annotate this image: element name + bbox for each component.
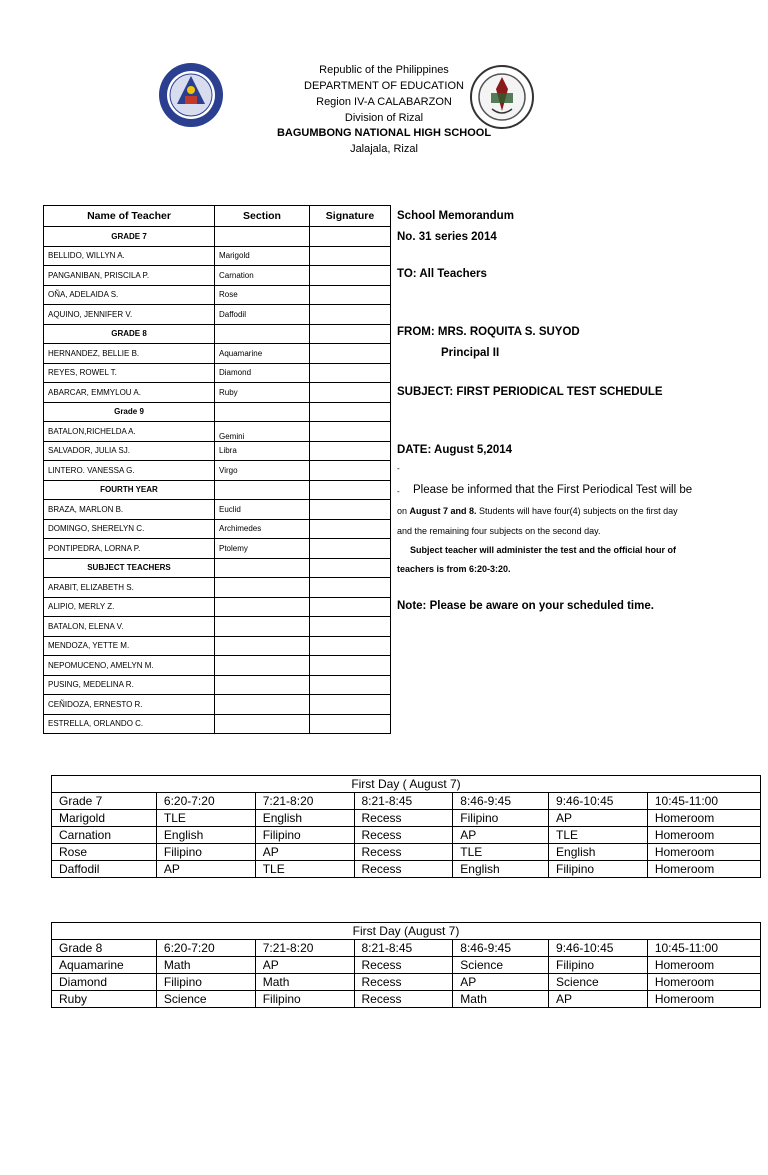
table-row (52, 991, 761, 1008)
table-row (44, 422, 391, 442)
signature-cell (310, 441, 391, 461)
teacher-section: Daffodil (215, 305, 310, 325)
table-row (44, 539, 391, 559)
school-name: BAGUMBONG NATIONAL HIGH SCHOOL (276, 127, 492, 139)
schedule-cell: Homeroom (647, 861, 760, 878)
schedule-cell: Math (453, 991, 549, 1008)
header-line-republic: Republic of the Philippines (319, 64, 449, 76)
memo-from: FROM: MRS. ROQUITA S. SUYOD (397, 326, 580, 338)
table-row (44, 305, 391, 325)
signature-cell (310, 305, 391, 325)
schedule-cell: 10:45-11:00 (647, 793, 760, 810)
teacher-name: MENDOZA, YETTE M. (44, 636, 215, 656)
schedule-cell: Science (453, 957, 549, 974)
teacher-name: REYES, ROWEL T. (44, 363, 215, 383)
signature-cell (310, 363, 391, 383)
teacher-section: Carnation (215, 266, 310, 286)
table-row (44, 266, 391, 286)
memo-title: School Memorandum (397, 210, 514, 222)
memo-number: No. 31 series 2014 (397, 231, 497, 243)
schedule-cell: Diamond (52, 974, 157, 991)
memo-body-line-2 (397, 506, 678, 516)
memo-text: on (397, 506, 410, 516)
teacher-roster-table (43, 205, 391, 734)
memo-subject: SUBJECT: FIRST PERIODICAL TEST SCHEDULE (397, 386, 663, 398)
schedule-cell: AP (255, 844, 354, 861)
schedule-cell: 7:21-8:20 (255, 940, 354, 957)
memo-body-line-4: Subject teacher will administer the test and the official hour of (410, 545, 677, 555)
schedule-cell: TLE (255, 861, 354, 878)
schedule-cell: Homeroom (647, 991, 760, 1008)
teacher-section: Euclid (215, 500, 310, 520)
header-line-deped: DEPARTMENT OF EDUCATION (304, 80, 464, 92)
table-row (52, 827, 761, 844)
teacher-name: PONTIPEDRA, LORNA P. (44, 539, 215, 559)
memo-text: Students will have four(4) subjects on the first day (476, 506, 678, 516)
signature-cell (310, 519, 391, 539)
teacher-name: BELLIDO, WILLYN A. (44, 246, 215, 266)
schedule-cell: Ruby (52, 991, 157, 1008)
schedule-cell: 8:21-8:45 (354, 940, 453, 957)
schedule-cell: Filipino (255, 991, 354, 1008)
schedule-cell: Daffodil (52, 861, 157, 878)
roster-header-row (44, 206, 391, 227)
schedule-cell: Grade 8 (52, 940, 157, 957)
header-line-region: Region IV-A CALABARZON (316, 96, 452, 108)
schedule-cell: Recess (354, 957, 453, 974)
teacher-name: ARABIT, ELIZABETH S. (44, 578, 215, 598)
schedule-cell: AP (453, 974, 549, 991)
table-row (44, 285, 391, 305)
group-label: GRADE 7 (44, 227, 215, 247)
table-row (44, 578, 391, 598)
schedule-title: First Day ( August 7) (52, 776, 761, 793)
schedule-cell: Homeroom (647, 827, 760, 844)
table-row (44, 597, 391, 617)
grade8-schedule-table (51, 922, 761, 1008)
table-row (44, 363, 391, 383)
table-row (52, 940, 761, 957)
group-label: Grade 9 (44, 402, 215, 422)
teacher-section (215, 695, 310, 715)
teacher-section (215, 714, 310, 734)
schedule-cell: Homeroom (647, 810, 760, 827)
teacher-section (215, 597, 310, 617)
deped-seal-icon (158, 62, 224, 128)
memo-dash: - (397, 464, 400, 473)
schedule-cell: TLE (453, 844, 549, 861)
signature-cell (310, 695, 391, 715)
signature-cell (310, 656, 391, 676)
teacher-name: LINTERO. VANESSA G. (44, 461, 215, 481)
schedule-cell: Grade 7 (52, 793, 157, 810)
group-label: FOURTH YEAR (44, 480, 215, 500)
schedule-cell: Homeroom (647, 844, 760, 861)
memo-date: DATE: August 5,2014 (397, 444, 513, 456)
table-row (44, 344, 391, 364)
teacher-name: BRAZA, MARLON B. (44, 500, 215, 520)
memo-dates-bold: August 7 and 8. (409, 506, 477, 516)
signature-cell (310, 285, 391, 305)
schedule-cell: Recess (354, 827, 453, 844)
teacher-section: Libra (215, 441, 310, 461)
table-row (44, 656, 391, 676)
signature-cell (310, 636, 391, 656)
teacher-section (215, 617, 310, 637)
grade7-schedule-table (51, 775, 761, 878)
signature-cell (310, 246, 391, 266)
teacher-section: Gemini (215, 422, 310, 442)
teacher-name: ESTRELLA, ORLANDO C. (44, 714, 215, 734)
schedule-cell: 9:46-10:45 (549, 940, 648, 957)
teacher-section (215, 578, 310, 598)
schedule-cell: TLE (156, 810, 255, 827)
schedule-cell: Marigold (52, 810, 157, 827)
table-row (52, 810, 761, 827)
table-row (44, 636, 391, 656)
table-row (44, 617, 391, 637)
signature-cell (310, 266, 391, 286)
signature-cell (310, 675, 391, 695)
table-row (44, 441, 391, 461)
teacher-section: Archimedes (215, 519, 310, 539)
table-row (52, 861, 761, 878)
schedule-cell: Homeroom (647, 974, 760, 991)
memo-body-line-3: and the remaining four subjects on the second day. (397, 526, 601, 536)
header-section: Section (215, 206, 310, 227)
schedule-cell: 9:46-10:45 (549, 793, 648, 810)
memo-dash: - (397, 487, 400, 496)
schedule-cell: Filipino (453, 810, 549, 827)
teacher-name: BATALON, ELENA V. (44, 617, 215, 637)
schedule-cell: Filipino (549, 957, 648, 974)
schedule-cell: Math (255, 974, 354, 991)
schedule-cell: English (549, 844, 648, 861)
signature-cell (310, 597, 391, 617)
teacher-name: ABARCAR, EMMYLOU A. (44, 383, 215, 403)
teacher-name: ALIPIO, MERLY Z. (44, 597, 215, 617)
memo-position: Principal II (441, 347, 500, 359)
schedule-cell: AP (453, 827, 549, 844)
teacher-name: DOMINGO, SHERELYN C. (44, 519, 215, 539)
signature-cell (310, 539, 391, 559)
schedule-cell: AP (255, 957, 354, 974)
signature-cell (310, 714, 391, 734)
school-location: Jalajala, Rizal (350, 143, 418, 155)
schedule-cell: Filipino (549, 861, 648, 878)
teacher-section (215, 675, 310, 695)
table-row (44, 519, 391, 539)
schedule-cell: English (255, 810, 354, 827)
schedule-cell: TLE (549, 827, 648, 844)
schedule-cell: Homeroom (647, 957, 760, 974)
schedule-cell: 6:20-7:20 (156, 793, 255, 810)
signature-cell (310, 383, 391, 403)
schedule-cell: AP (156, 861, 255, 878)
signature-cell (310, 558, 391, 578)
table-row (52, 844, 761, 861)
schedule-cell: 10:45-11:00 (647, 940, 760, 957)
table-row (44, 461, 391, 481)
signature-cell (310, 480, 391, 500)
schedule-cell: Recess (354, 974, 453, 991)
group-label: GRADE 8 (44, 324, 215, 344)
memo-note: Note: Please be aware on your scheduled time. (397, 600, 654, 612)
schedule-cell: Recess (354, 861, 453, 878)
schedule-cell: Math (156, 957, 255, 974)
schedule-cell: 6:20-7:20 (156, 940, 255, 957)
school-seal-icon (470, 65, 534, 129)
schedule-title: First Day (August 7) (52, 923, 761, 940)
schedule-cell: 8:46-9:45 (453, 793, 549, 810)
teacher-name: AQUINO, JENNIFER V. (44, 305, 215, 325)
schedule-cell: Recess (354, 810, 453, 827)
signature-cell (310, 324, 391, 344)
signature-cell (310, 402, 391, 422)
teacher-section: Rose (215, 285, 310, 305)
table-row (44, 695, 391, 715)
header-line-division: Division of Rizal (344, 112, 424, 124)
schedule-cell: English (453, 861, 549, 878)
schedule-cell: Science (156, 991, 255, 1008)
memo-body-line-1: Please be informed that the First Periodical Test will be (413, 484, 693, 496)
signature-cell (310, 461, 391, 481)
teacher-name: HERNANDEZ, BELLIE B. (44, 344, 215, 364)
schedule-cell: Filipino (255, 827, 354, 844)
schedule-cell: AP (549, 991, 648, 1008)
teacher-name: PANGANIBAN, PRISCILA P. (44, 266, 215, 286)
schedule-cell: Aquamarine (52, 957, 157, 974)
teacher-section (215, 636, 310, 656)
teacher-section: Marigold (215, 246, 310, 266)
teacher-section: Aquamarine (215, 344, 310, 364)
table-row (44, 500, 391, 520)
teacher-name: NEPOMUCENO, AMELYN M. (44, 656, 215, 676)
signature-cell (310, 422, 391, 442)
table-row (52, 793, 761, 810)
table-row (44, 714, 391, 734)
teacher-name: OÑA, ADELAIDA S. (44, 285, 215, 305)
table-row (44, 383, 391, 403)
schedule-cell: English (156, 827, 255, 844)
signature-cell (310, 578, 391, 598)
table-row (52, 957, 761, 974)
teacher-name: CEÑIDOZA, ERNESTO R. (44, 695, 215, 715)
teacher-name: BATALON,RICHELDA A. (44, 422, 215, 442)
teacher-section: Virgo (215, 461, 310, 481)
schedule-cell: Recess (354, 991, 453, 1008)
schedule-cell: AP (549, 810, 648, 827)
schedule-cell: Carnation (52, 827, 157, 844)
schedule-cell: Filipino (156, 844, 255, 861)
schedule-cell: Rose (52, 844, 157, 861)
signature-cell (310, 617, 391, 637)
header-name-of-teacher: Name of Teacher (44, 206, 215, 227)
signature-cell (310, 500, 391, 520)
schedule-cell: Recess (354, 844, 453, 861)
schedule-cell: Filipino (156, 974, 255, 991)
teacher-section (215, 656, 310, 676)
schedule-cell: 8:46-9:45 (453, 940, 549, 957)
memo-to: TO: All Teachers (397, 268, 487, 280)
teacher-name: PUSING, MEDELINA R. (44, 675, 215, 695)
teacher-section: Diamond (215, 363, 310, 383)
signature-cell (310, 227, 391, 247)
table-row (52, 974, 761, 991)
schedule-cell: 7:21-8:20 (255, 793, 354, 810)
table-row (44, 246, 391, 266)
memo-body-line-5: teachers is from 6:20-3:20. (397, 564, 511, 574)
schedule-cell: Science (549, 974, 648, 991)
signature-cell (310, 344, 391, 364)
header-signature: Signature (310, 206, 391, 227)
teacher-section: Ruby (215, 383, 310, 403)
schedule-cell: 8:21-8:45 (354, 793, 453, 810)
teacher-name: SALVADOR, JULIA SJ. (44, 441, 215, 461)
teacher-section: Ptolemy (215, 539, 310, 559)
group-label: SUBJECT TEACHERS (44, 558, 215, 578)
table-row (44, 675, 391, 695)
